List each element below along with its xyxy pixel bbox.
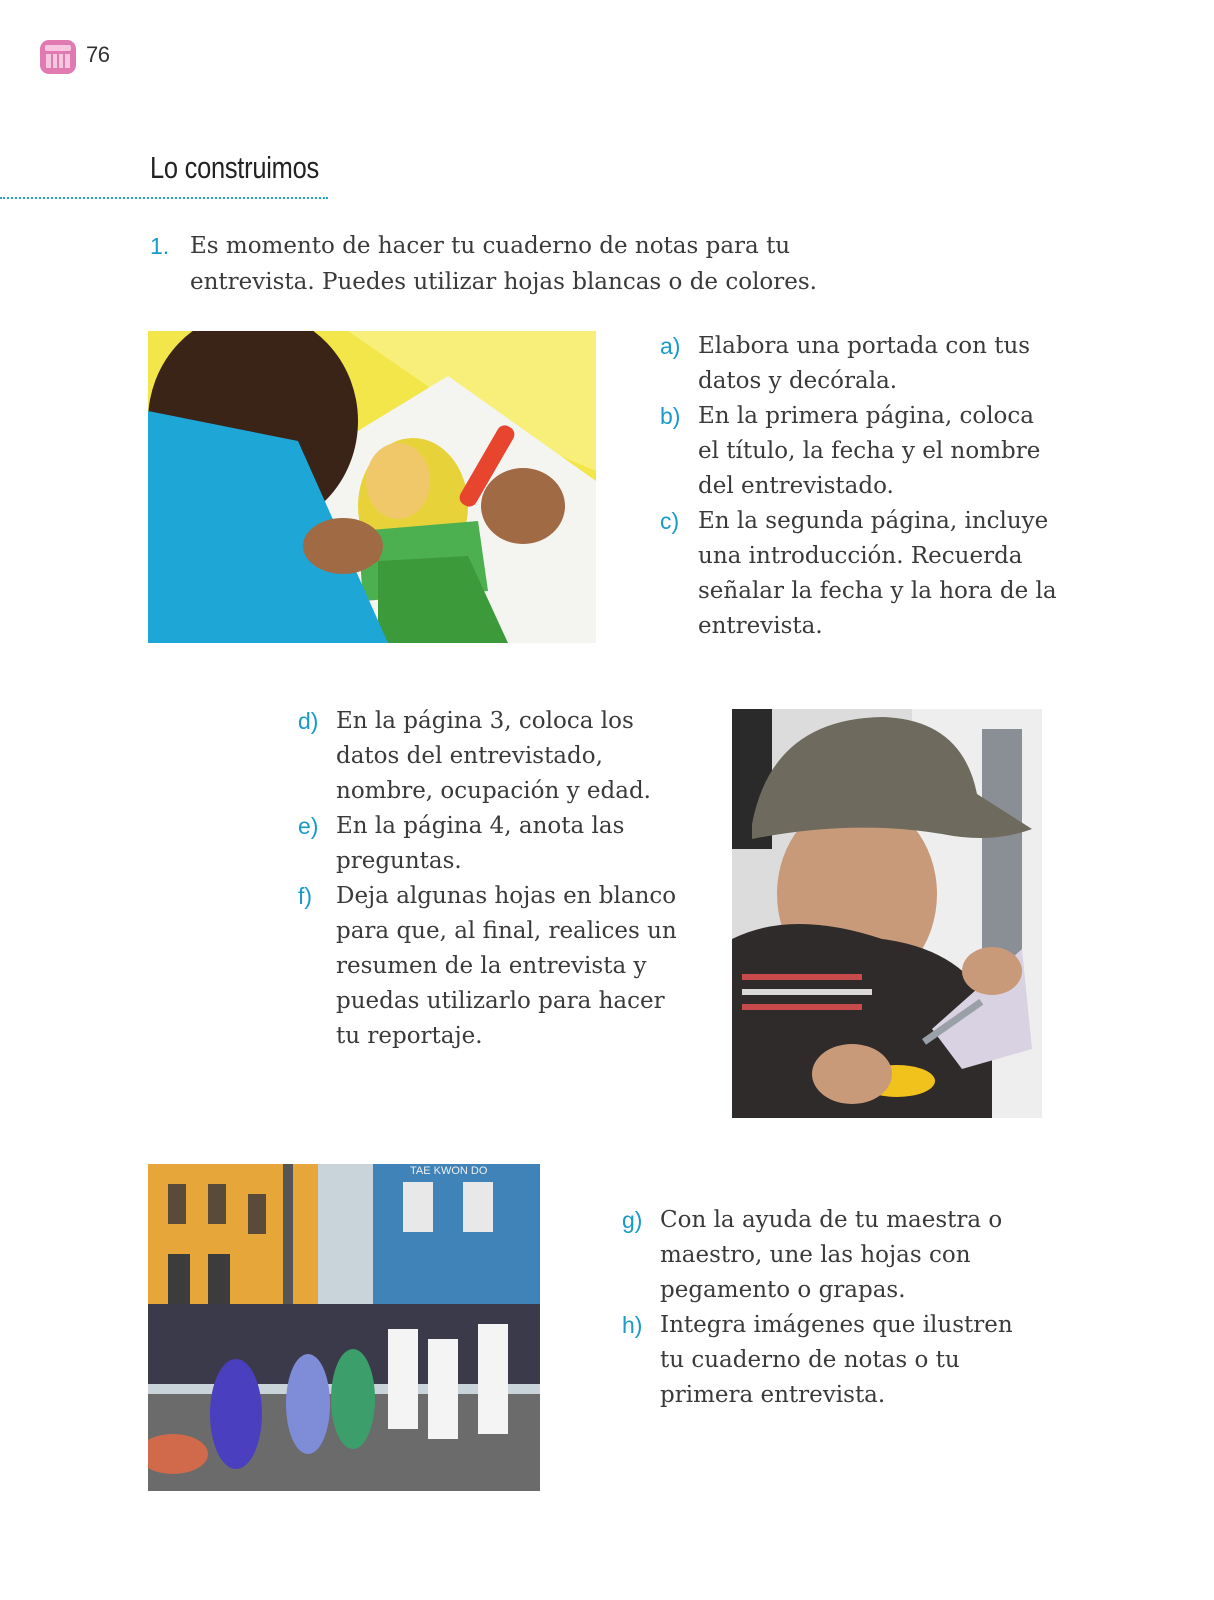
item-text: En la página 4, anota las preguntas. (336, 813, 625, 874)
steps-a-to-c (660, 329, 1060, 644)
list-item (660, 329, 1060, 399)
steps-g-to-h (622, 1203, 1042, 1413)
item-text: Deja algunas hojas en blanco para que, al final, realices un resumen de la entrevista y puedas utilizarlo para hacer tu reportaje. (336, 883, 677, 1049)
item-text: En la página 3, coloca los datos del entrevistado, nombre, ocupación y edad. (336, 708, 651, 804)
list-item (622, 1203, 1042, 1308)
task-text: Es momento de hacer tu cuaderno de notas para tu entrevista. Puedes utilizar hojas blancas o de colores. (190, 233, 817, 295)
item-text: Con la ayuda de tu maestra o maestro, une las hojas con pegamento o grapas. (660, 1207, 1003, 1303)
section-divider (0, 197, 328, 199)
pink-glyph-icon (40, 40, 76, 74)
photo-boy-cutting-paper (732, 709, 1042, 1118)
task-1 (150, 228, 910, 300)
item-label: b) (660, 403, 681, 429)
item-label: h) (622, 1312, 643, 1338)
item-label: g) (622, 1207, 643, 1233)
item-label: c) (660, 508, 680, 534)
list-item (298, 809, 688, 879)
item-label: d) (298, 708, 319, 734)
page-number: 76 (86, 42, 110, 67)
shop-sign: TAE KWON DO (410, 1165, 488, 1177)
photo-street-festival (148, 1164, 540, 1491)
list-item (298, 704, 688, 809)
list-item (660, 399, 1060, 504)
item-label: a) (660, 333, 681, 359)
photo-child-coloring (148, 331, 596, 643)
list-item (660, 504, 1060, 644)
list-item (298, 879, 688, 1054)
item-text: Elabora una portada con tus datos y decórala. (698, 333, 1031, 394)
section-title: Lo construimos (150, 150, 319, 185)
item-label: e) (298, 813, 319, 839)
item-text: Integra imágenes que ilustren tu cuaderno de notas o tu primera entrevista. (660, 1312, 1013, 1408)
item-text: En la primera página, coloca el título, la fecha y el nombre del entrevistado. (698, 403, 1041, 499)
item-label: f) (298, 883, 313, 909)
list-item (622, 1308, 1042, 1413)
item-text: En la segunda página, incluye una introducción. Recuerda señalar la fecha y la hora de la entrevista. (698, 508, 1057, 639)
steps-d-to-f (298, 704, 688, 1054)
task-number: 1. (150, 233, 170, 259)
